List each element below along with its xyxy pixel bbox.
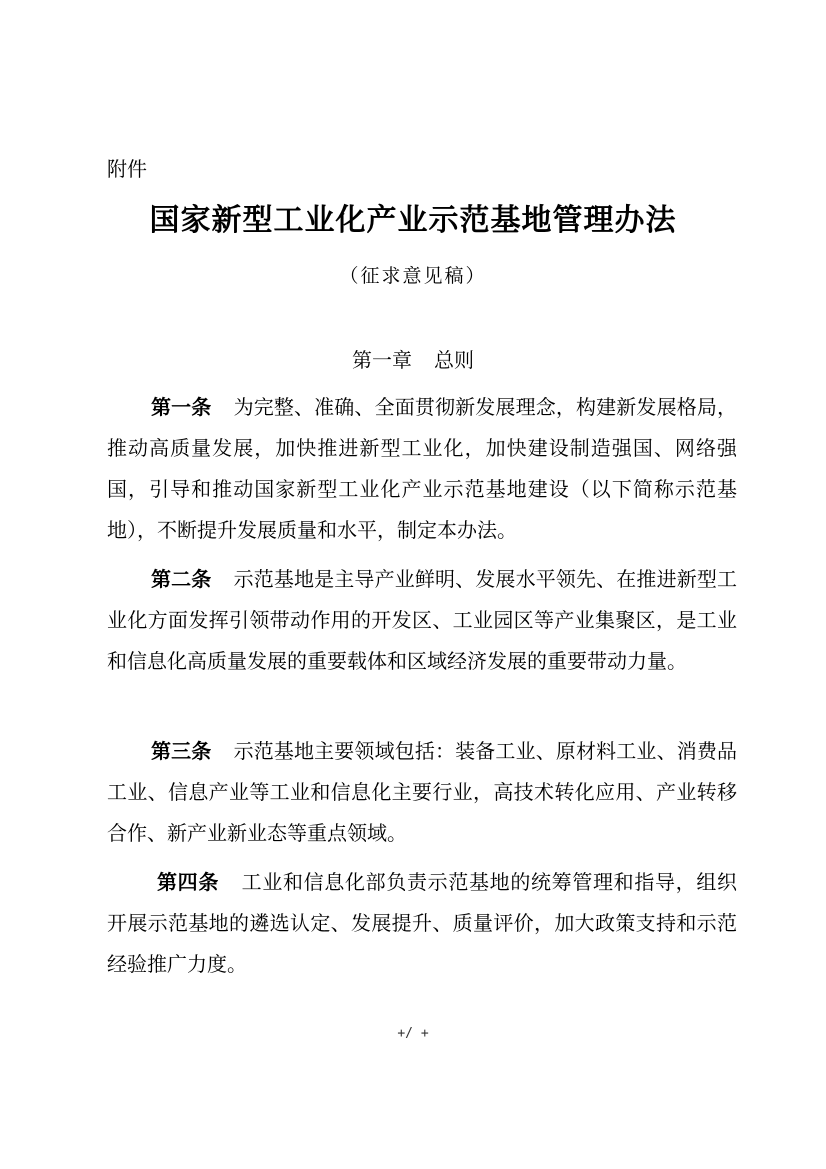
article-3-text: 示范基地主要领域包括：装备工业、原材料工业、消费品工业、信息产业等工业和信息化主要行业，高技术转化应用、产业转移合作、新产业新业态等重点领域。 [107,739,738,845]
chapter-number: 第一章 [352,348,412,372]
chapter-heading [0,345,826,375]
attachment-label: 附件 [107,157,147,181]
document-title: 国家新型工业化产业示范基地管理办法 [149,203,677,238]
article-4-text: 工业和信息化部负责示范基地的统筹管理和指导，组织开展示范基地的遴选认定、发展提升、质量评价，加大政策支持和示范经验推广力度。 [107,870,737,976]
article-2-label: 第二条 [151,567,212,591]
document-subtitle: （征求意见稿） [339,265,487,287]
article-1-text: 为完整、准确、全面贯彻新发展理念，构建新发展格局，推动高质量发展，加快推进新型工业化，加快建设制造强国、网络强国，引导和推动国家新型工业化产业示范基地建设（以下简称示范基地），不断提升发展质量和水平，制定本办法。 [107,395,738,542]
chapter-name: 总则 [434,348,474,372]
article-3-label: 第三条 [151,739,212,763]
article-1 [107,387,737,551]
article-4-label: 第四条 [157,870,219,894]
article-2-text: 示范基地是主导产业鲜明、发展水平领先、在推进新型工业化方面发挥引领带动作用的开发区、工业园区等产业集聚区，是工业和信息化高质量发展的重要载体和区域经济发展的重要带动力量。 [107,567,738,673]
article-2 [107,559,737,682]
page-number: +/ + [397,1026,429,1041]
article-3 [107,731,737,854]
article-4 [107,862,737,985]
article-1-label: 第一条 [151,395,212,419]
